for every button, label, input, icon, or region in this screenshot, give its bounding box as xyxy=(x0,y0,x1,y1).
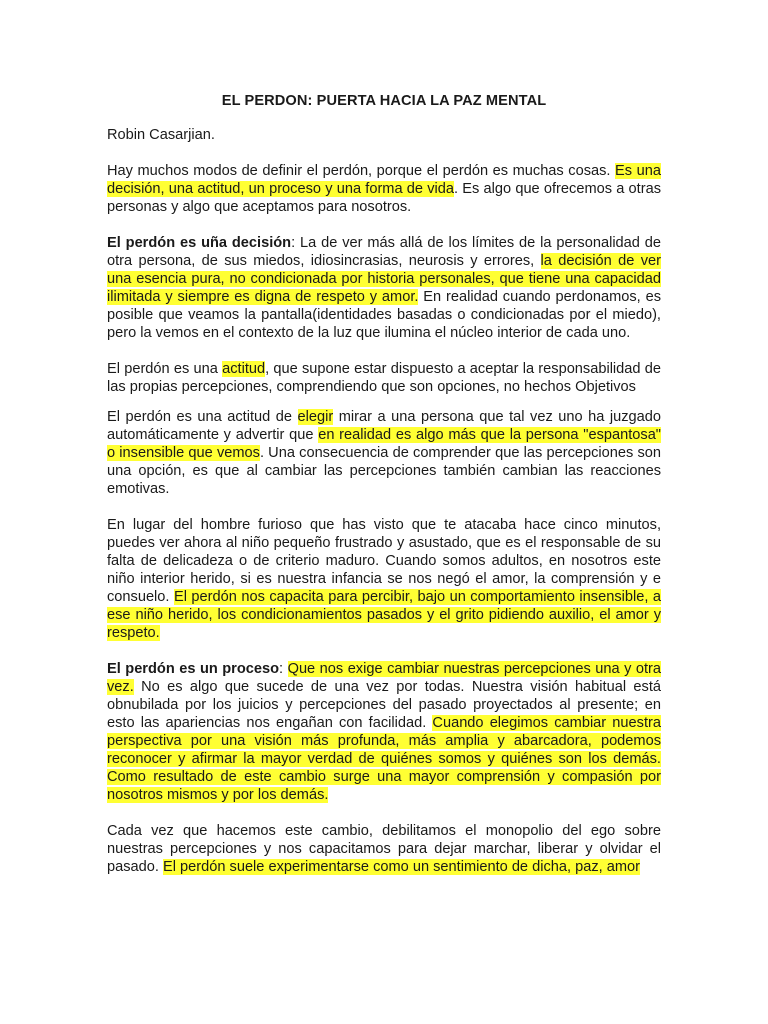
text-segment: . Es algo que ofrecemos a otras personas y algo que aceptamos para nosotros. xyxy=(107,181,661,215)
highlighted-text: actitud xyxy=(222,361,266,377)
paragraph-attitude xyxy=(107,360,661,396)
text-segment: . Una consecuencia de comprender que las percepciones son una opción, es que al cambiar las percepciones también cambian las reacciones emotivas. xyxy=(107,445,662,497)
text-segment: En realidad cuando perdonamos, es posible que veamos la pantalla(identidades basadas o condicionadas por el miedo), pero la vemos en el contexto de la luz que ilumina el núcleo interior de cada uno. xyxy=(107,289,661,341)
highlighted-text: Es una decisión, una actitud, un proceso y una forma de vida xyxy=(107,163,661,197)
bold-heading: El perdón es uña decisión xyxy=(107,235,292,251)
text-segment: No es algo que sucede de una vez por todas. Nuestra visión habitual está obnubilada por los juicios y percepciones del pasado proyectados al presente; en esto las apariencias nos engañan con facilidad. xyxy=(107,679,661,731)
paragraph-inner-child xyxy=(107,516,661,642)
document-page xyxy=(107,92,661,894)
highlighted-text: en realidad es algo más que la persona "espantosa" o insensible que vemos xyxy=(107,427,661,461)
paragraph-ego xyxy=(107,822,661,876)
text-segment: mirar a una persona que tal vez uno ha juzgado automáticamente y advertir que xyxy=(107,409,661,443)
text-segment: , que supone estar dispuesto a aceptar la responsabilidad de las propias percepciones, comprendiendo que son opciones, no hechos Objetivos xyxy=(107,361,661,395)
highlighted-text: Cuando elegimos cambiar nuestra perspectiva por una visión más profunda, más amplia y abarcadora, podemos reconocer y afirmar la mayor verdad de quiénes somos y quiénes son los demás. Como resultado de este cambio surge una mayor comprensión y compasión por nosotros mismos y por los demás. xyxy=(107,715,661,803)
highlighted-text: El perdón suele experimentarse como un sentimiento de dicha, paz, amor xyxy=(163,859,640,875)
document-author: Robin Casarjian. xyxy=(107,127,215,143)
text-segment: En lugar del hombre furioso que has visto que te atacaba hace cinco minutos, puedes ver ahora al niño pequeño frustrado y asustado, que es el responsable de su falta de delicadeza o de criterio maduro. Cuando somos adultos, en nosotros este niño interior herido, si es nuestra infancia se nos negó el amor, la comprensión y e consuelo. xyxy=(107,517,661,605)
text-segment: El perdón es una actitud de xyxy=(107,409,298,425)
text-segment: Cada vez que hacemos este cambio, debilitamos el monopolio del ego sobre nuestras percepciones y nos capacitamos para dejar marchar, liberar y olvidar el pasado. xyxy=(107,823,661,875)
highlighted-text: Que nos exige cambiar nuestras percepciones una y otra vez. xyxy=(107,661,662,695)
text-segment: El perdón es una xyxy=(107,361,223,377)
paragraph-process xyxy=(107,660,661,804)
paragraph-choose xyxy=(107,408,661,498)
highlighted-text: la decisión de ver una esencia pura, no condicionada por historia personales, que tiene una capacidad ilimitada y siempre es digna de respeto y amor. xyxy=(107,253,661,305)
text-segment: : La de ver más allá de los límites de la personalidad de otra persona, de sus miedos, idiosincrasias, neurosis y errores, xyxy=(107,235,662,269)
paragraph-decision xyxy=(107,234,661,342)
document-title: EL PERDON: PUERTA HACIA LA PAZ MENTAL xyxy=(221,93,547,109)
text-segment: : xyxy=(279,661,288,677)
bold-heading: El perdón es un proceso xyxy=(107,661,280,677)
highlighted-text: El perdón nos capacita para percibir, bajo un comportamiento insensible, a ese niño herido, los condicionamientos pasados y el grito pidiendo auxilio, el amor y respeto. xyxy=(107,589,661,641)
text-segment: Hay muchos modos de definir el perdón, porque el perdón es muchas cosas. xyxy=(107,163,616,179)
highlighted-text: elegir xyxy=(297,409,334,425)
paragraph-intro xyxy=(107,162,661,216)
